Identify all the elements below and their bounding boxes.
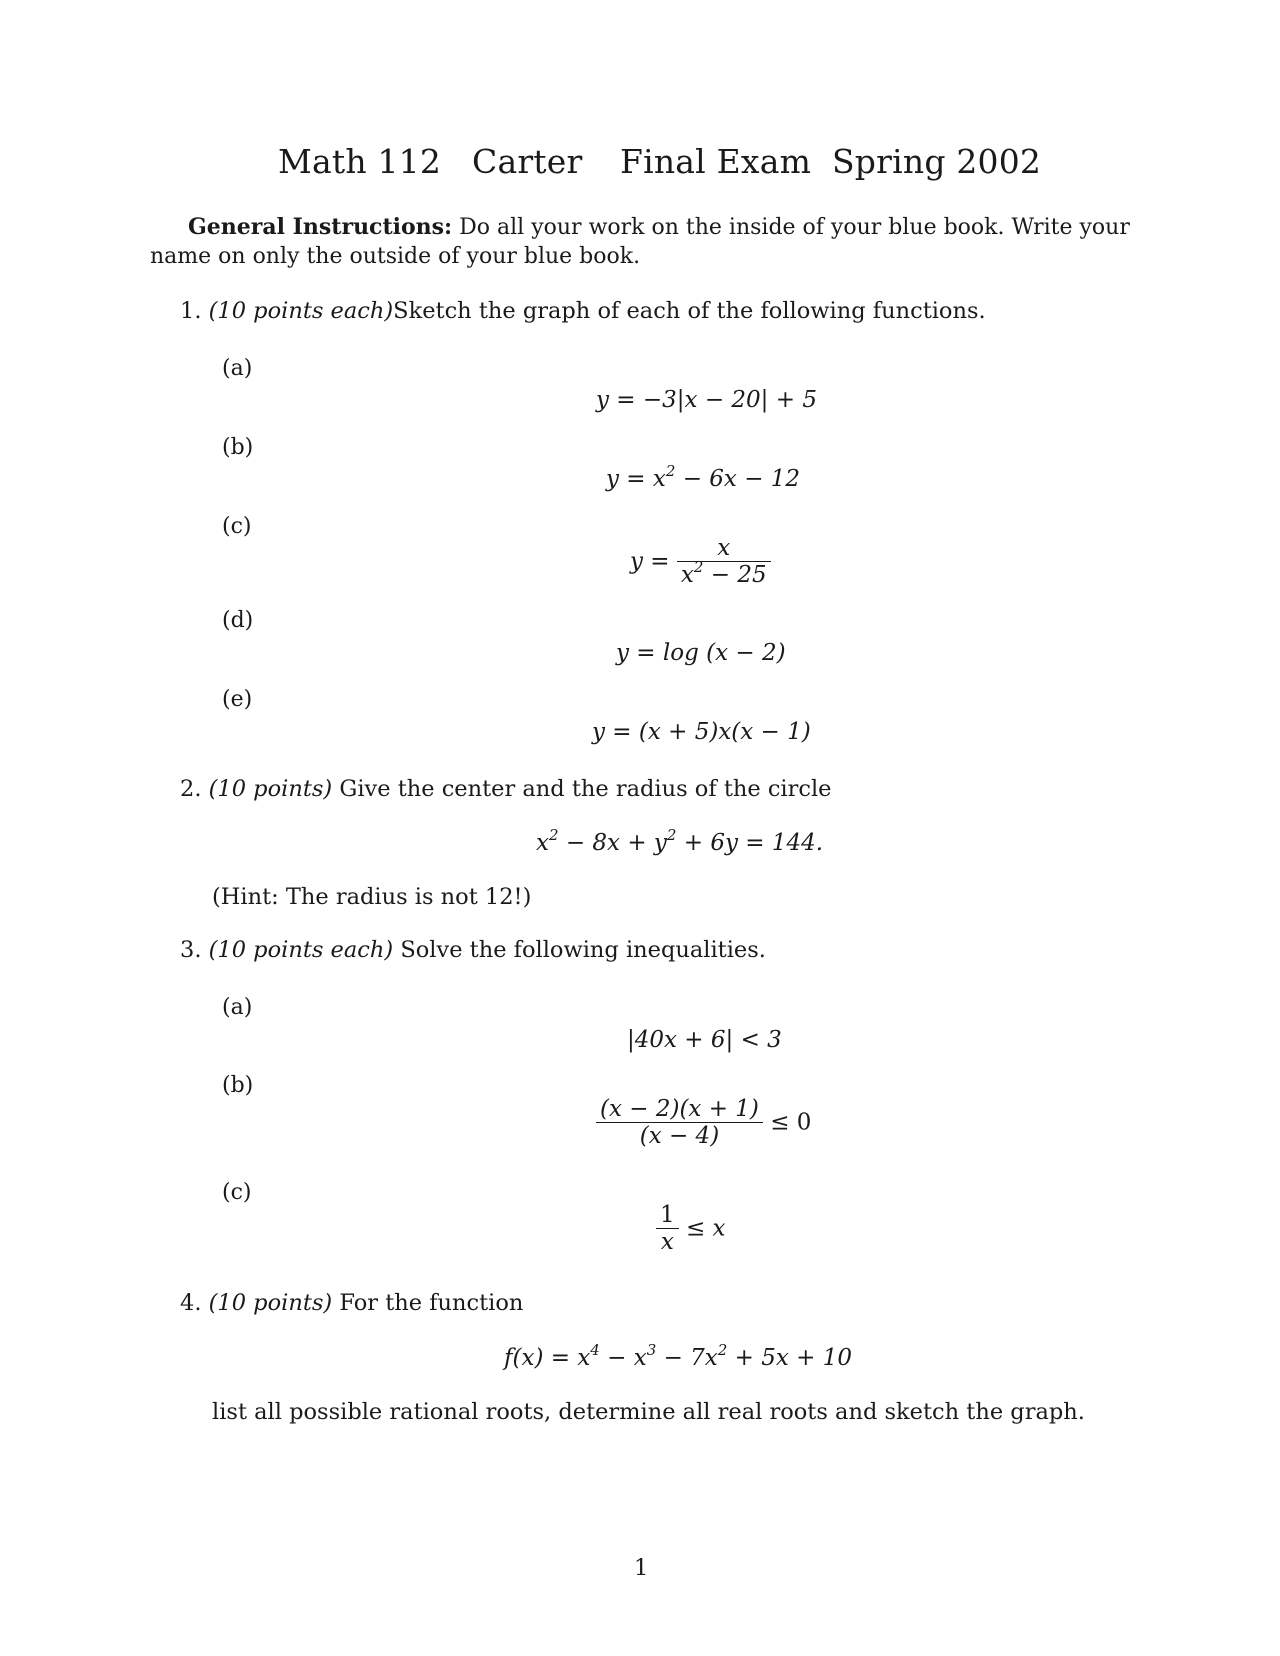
q3-c-rhs: ≤ x [685,1215,726,1242]
instructions-label: General Instructions: [188,214,453,240]
q4-f-sup1: 4 [590,1341,600,1359]
question-1-number: 1. [180,298,202,324]
q1-c-den-sup: 2 [693,558,704,576]
question-1-heading [180,298,986,324]
q4-f-a: f(x) = x [504,1345,591,1371]
q1-b-sup: 2 [665,462,676,480]
title-exam: Final Exam [620,142,812,181]
q4-f-b: − x [599,1345,647,1371]
question-2-text: Give the center and the radius of the circle [339,776,832,802]
q3-c-denominator: x [656,1228,679,1255]
q4-f-c: − 7x [656,1345,718,1371]
q1-c-numerator: x [717,535,731,561]
q1-part-c-expression [630,535,771,588]
title-instructor: Carter [472,142,583,181]
q2-eq-sup1: 2 [548,826,559,844]
q3-part-a-label: (a) [222,995,253,1020]
q3-part-b-label: (b) [222,1073,254,1098]
q3-c-fraction [656,1202,679,1255]
q3-part-c-label: (c) [222,1180,252,1205]
q1-b-base: y = x [606,466,666,492]
q1-part-e-label: (e) [222,687,253,712]
q2-eq-sup2: 2 [666,826,677,844]
q1-part-b-label: (b) [222,435,254,460]
q4-followup-text: list all possible rational roots, determine all real roots and sketch the graph. [212,1399,1085,1425]
question-1-text: Sketch the graph of each of the following functions. [393,298,986,324]
page-number: 1 [634,1555,649,1581]
q3-b-fraction [596,1096,763,1149]
q3-part-b-expression [596,1096,811,1149]
question-4-heading [180,1290,523,1316]
question-4-number: 4. [180,1290,202,1316]
q1-c-lhs: y = [630,548,670,575]
q1-b-rest: − 6x − 12 [675,466,801,492]
q4-function-equation [504,1341,852,1371]
q3-b-numerator: (x − 2)(x + 1) [600,1096,759,1122]
question-3-points: (10 points each) [208,937,394,963]
q3-b-denominator: (x − 4) [596,1122,763,1149]
q2-hint: (Hint: The radius is not 12!) [212,884,532,910]
q2-eq-a: x [536,830,549,856]
q3-b-rhs: ≤ 0 [770,1109,812,1136]
q1-c-denominator [677,558,771,588]
q2-eq-c: + 6y = 144. [676,830,824,856]
q4-f-sup3: 2 [717,1341,728,1359]
q2-circle-equation [536,826,824,856]
question-3-number: 3. [180,937,202,963]
q1-part-b-expression [606,462,801,492]
q1-part-a-label: (a) [222,356,253,381]
question-4-points: (10 points) [208,1290,333,1316]
title-course: Math 112 [278,142,442,181]
instructions-line-2: name on only the outside of your blue book. [150,244,641,269]
question-2-number: 2. [180,776,202,802]
question-1-points: (10 points each) [208,298,394,324]
q1-part-c-label: (c) [222,514,252,539]
q1-c-den-base: x [680,562,694,588]
instructions-text-1: Do all your work on the inside of your blue book. Write your [459,215,1130,240]
q4-f-sup2: 3 [646,1341,657,1359]
q3-c-numerator: 1 [660,1202,675,1228]
question-4-text: For the function [339,1290,524,1316]
q1-part-d-label: (d) [222,608,254,633]
question-2-heading [180,776,832,802]
q3-part-a-expression: |40x + 6| < 3 [627,1027,782,1053]
q4-f-d: + 5x + 10 [727,1345,852,1371]
question-2-points: (10 points) [208,776,333,802]
instructions-line-1 [188,212,1130,243]
q1-part-a-expression: y = −3|x − 20| + 5 [596,387,817,413]
q2-eq-b: − 8x + y [558,830,667,856]
q1-c-fraction [677,535,771,588]
question-3-heading [180,937,766,963]
title-term: Spring 2002 [832,142,1042,181]
q1-part-e-expression: y = (x + 5)x(x − 1) [592,719,811,745]
question-3-text: Solve the following inequalities. [400,937,766,963]
q1-c-den-rest: − 25 [703,562,767,588]
q3-part-c-expression [656,1202,726,1255]
q1-part-d-expression: y = log (x − 2) [616,640,786,666]
